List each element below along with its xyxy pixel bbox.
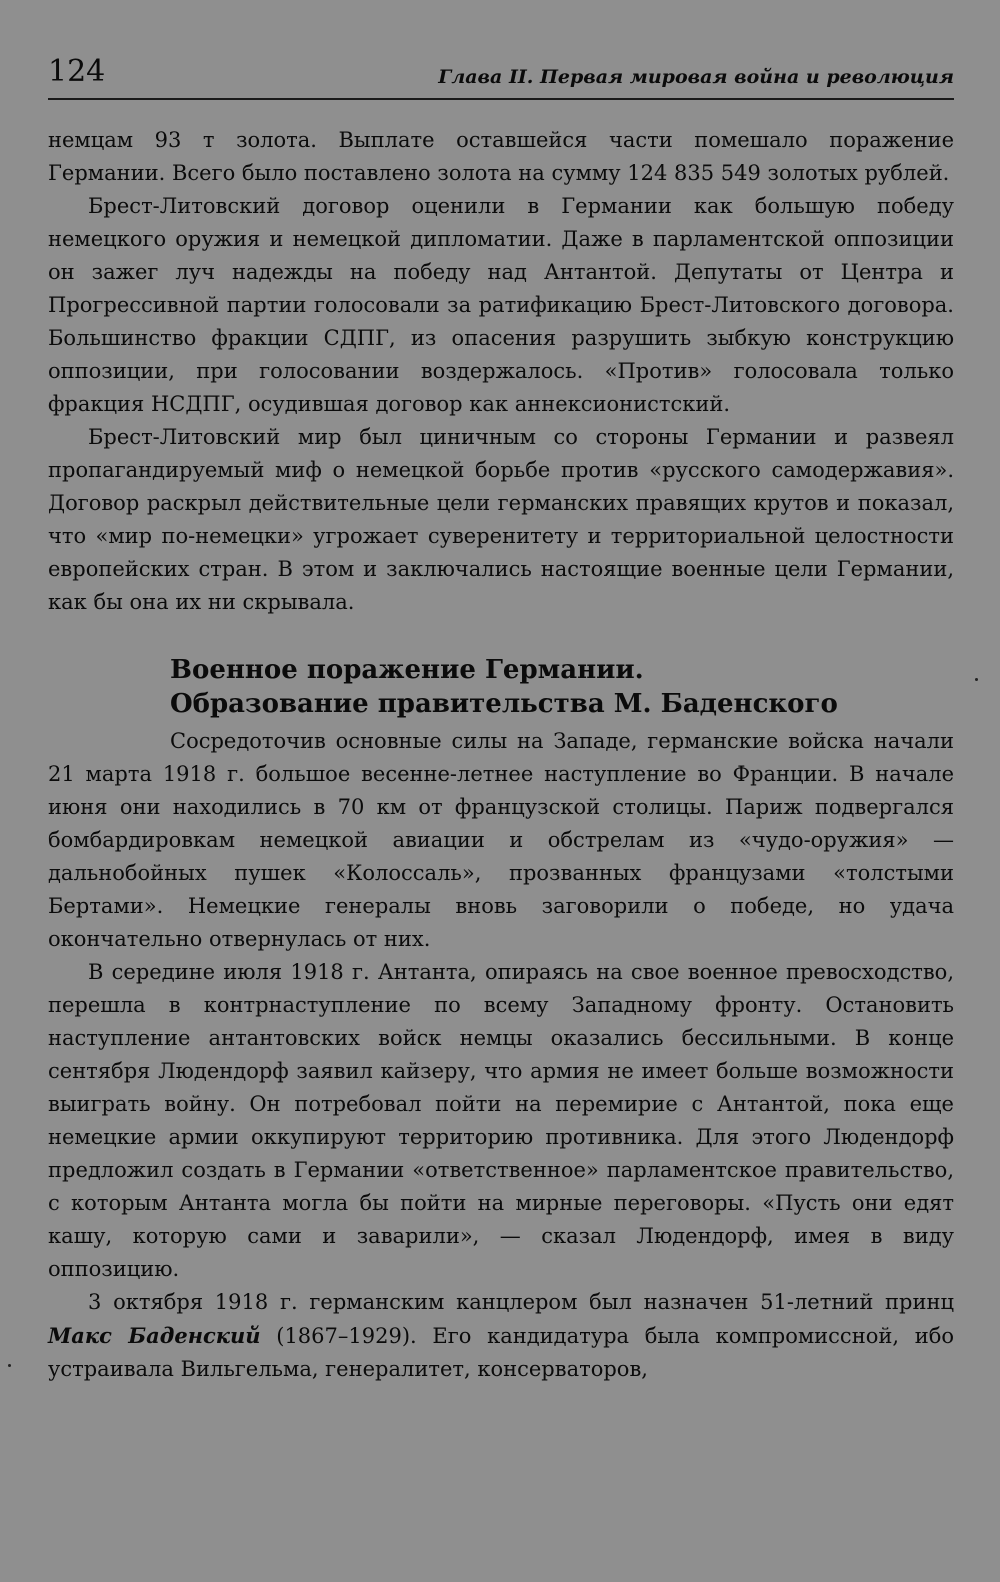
paragraph-text: 3 октября 1918 г. германским канцлером был назначен 51-летний принц xyxy=(88,1290,954,1314)
paragraph xyxy=(48,1286,954,1386)
paragraph: немцам 93 т золота. Выплате оставшейся части помешало поражение Германии. Всего было поставлено золота на сумму 124 835 549 золотых рублей. xyxy=(48,128,954,185)
paragraph: В середине июля 1918 г. Антанта, опираясь на свое военное превосходство, перешла в контрнаступление по всему Западному фронту. Остановить наступление антантовских войск немцы оказались бессильными. В конце сентября Людендорф заявил кайзеру, что армия не имеет больше возможности выиграть войну. Он потребовал пойти на перемирие с Антантой, пока еще немецкие армии оккупируют территорию противника. Для этого Людендорф предложил создать в Германии «ответственное» парламентское правительство, с которым Антанта могла бы пойти на мирные переговоры. «Пусть они едят кашу, которую сами и заварили», — сказал Людендорф, имея в виду оппозицию. xyxy=(48,960,954,1281)
paragraph: Брест-Литовский договор оценили в Германии как большую победу немецкого оружия и немецкой дипломатии. Даже в парламентской оппозиции он зажег луч надежды на победу над Антантой. Депутаты от Центра и Прогрессивной партии голосовали за ратификацию Брест-Литовского договора. Большинство фракции СДПГ, из опасения разрушить зыбкую конструкцию оппозиции, при голосовании воздержалось. «Против» голосовала только фракция НСДПГ, осудившая договор как аннексионистский. xyxy=(48,194,954,416)
person-name: Макс Баденский xyxy=(48,1323,261,1348)
body-text xyxy=(48,124,954,1386)
scan-speck xyxy=(8,1364,11,1367)
paragraph: Сосредоточив основные силы на Западе, германские войска начали 21 марта 1918 г. большое весенне-летнее наступление во Франции. В начале июня они находились в 70 км от французской столицы. Париж подвергался бомбардировкам немецкой авиации и обстрелам из «чудо-оружия» — дальнобойных пушек «Колоссаль», прозванных французами «толстыми Бертами». Немецкие генералы вновь заговорили о победе, но удача окончательно отвернулась от них. xyxy=(48,729,954,951)
scan-speck xyxy=(975,678,978,681)
paragraph: Брест-Литовский мир был циничным со стороны Германии и развеял пропагандируемый миф о немецкой борьбе против «русского самодержавия». Договор раскрыл действительные цели германских правящих крутов и показал, что «мир по-немецки» угрожает суверенитету и территориальной целостности европейских стран. В этом и заключались настоящие военные цели Германии, как бы она их ни скрывала. xyxy=(48,425,954,614)
running-head: Глава II. Первая мировая война и революция xyxy=(438,66,954,88)
section-heading xyxy=(170,653,954,721)
section-heading-line: Образование правительства М. Баденского xyxy=(170,689,838,719)
paragraph-text: (1867–1929). Его кандидатура была компромиссной, ибо устраивала Вильгельма, генералитет, консерваторов, xyxy=(48,1324,954,1381)
page-number: 124 xyxy=(48,54,106,89)
page-header xyxy=(48,52,954,100)
section-heading-line: Военное поражение Германии. xyxy=(170,655,644,685)
